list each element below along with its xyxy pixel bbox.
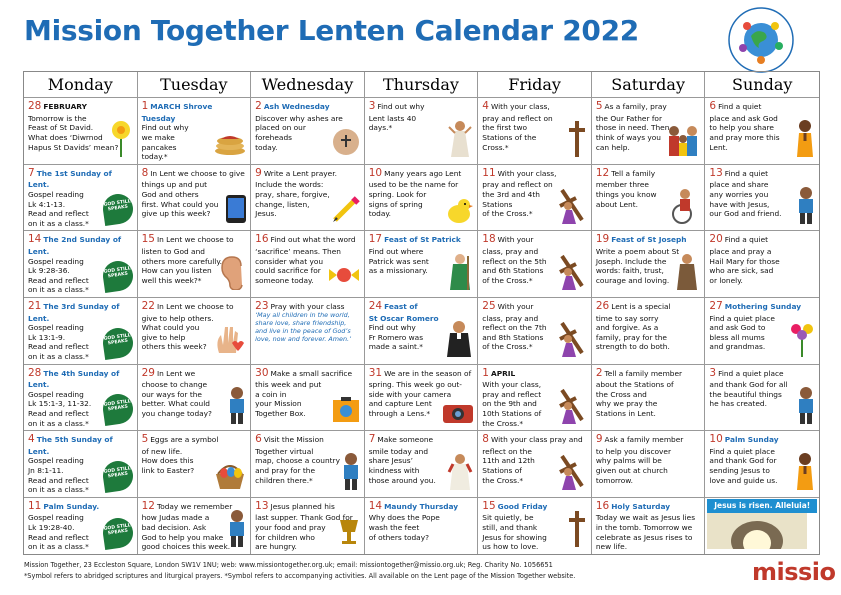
day-text [28, 233, 134, 295]
day-activity: With your class pray and reflect on the 11th and 12th Stations of the Cross.* [482, 435, 583, 485]
calendar-day-cell [705, 365, 819, 432]
day-activity: Jesus planned his last supper. Thank God for your food and pray for children who are hungry. [255, 501, 353, 552]
calendar-day-cell [138, 231, 252, 298]
calendar-day-cell [251, 165, 365, 232]
day-heading: FEBRUARY [43, 102, 87, 111]
day-number: 13 [709, 166, 723, 179]
day-header-wednesday: Wednesday [251, 72, 365, 98]
day-activity: Today we remember how Judas made a bad decision. Ask God to help you make good choices this week. [141, 501, 233, 552]
day-number: 2 [595, 366, 603, 379]
day-text [369, 300, 475, 352]
day-text [255, 233, 361, 285]
calendar-day-cell [251, 298, 365, 365]
day-activity: Find out where Patrick was sent as a missionary. [368, 246, 429, 276]
day-text [482, 433, 588, 485]
calendar-day-cell [592, 498, 706, 554]
day-heading: Ash Wednesday [263, 102, 330, 111]
day-text [482, 500, 588, 552]
page-title: Mission Together Lenten Calendar 2022 [24, 14, 639, 47]
day-text [255, 500, 361, 552]
calendar-day-cell [138, 165, 252, 232]
day-number: 1 [482, 366, 489, 379]
day-number: 12 [141, 499, 155, 512]
day-activity: Eggs are a symbol of new life. How does this link to Easter? [141, 435, 219, 476]
day-text [482, 300, 588, 352]
day-number: 28 [28, 366, 42, 379]
calendar-day-cell [24, 365, 138, 432]
day-activity: Lent is a special time to say sorry and forgive. As a family, pray for the strength to do both. [595, 301, 671, 352]
day-activity: Visit the Mission Together virtual map, choose a country and pray for the children there.* [255, 435, 340, 485]
day-heading: Mothering Sunday [724, 301, 802, 311]
calendar-day-cell [478, 431, 592, 498]
day-activity: As a family, pray the Our Father for those in need. Then think of ways you can help. [595, 102, 670, 152]
day-activity: Tell a family member about the Stations of the Cross and why we pray the Stations in Lent. [595, 368, 683, 419]
day-heading: Palm Sunday [724, 435, 779, 445]
footer-note: *Symbol refers to abridged scriptures and liturgical prayers. *Symbol refers to accompanying activities. All available on the Lent page of the Mission Together website. [24, 572, 576, 580]
day-text [255, 167, 361, 219]
day-text [255, 367, 361, 419]
day-text [369, 367, 475, 419]
day-activity: In Lent we choose to listen to God and others more carefully. How can you listen well this week?* [141, 235, 234, 285]
day-activity: Find a quiet place and ask God to help you share and pray more this Lent. [709, 102, 780, 152]
day-text [596, 100, 702, 152]
calendar-day-cell [251, 498, 365, 554]
calendar-day-cell [478, 298, 592, 365]
calendar-day-cell [705, 165, 819, 232]
day-number: 11 [28, 499, 42, 512]
calendar-day-cell [705, 231, 819, 298]
day-text [482, 367, 588, 429]
day-text [142, 367, 248, 419]
calendar-day-cell [478, 231, 592, 298]
calendar-day-cell [592, 431, 706, 498]
day-number: 9 [595, 433, 603, 446]
missio-brand: missio [752, 558, 836, 586]
day-heading: Holy Saturday [611, 501, 671, 511]
day-text [596, 300, 702, 352]
day-activity: Why does the Pope wash the feet of others today? [368, 513, 440, 542]
calendar-day-cell [24, 431, 138, 498]
day-activity: Gospel reading Lk 15:1-3, 11-32. Read and reflect on it as a class.* [28, 389, 92, 428]
day-heading: The 2nd Sunday of Lent. [28, 235, 122, 256]
day-text [709, 300, 816, 352]
day-activity: In Lent we choose to change our ways for the better. What could you change today? [141, 368, 212, 419]
mission-together-logo [727, 6, 795, 74]
day-text [28, 433, 134, 495]
day-heading: Palm Sunday. [43, 501, 100, 511]
day-activity: Tomorrow is the Feast of St David. What does ‘Diwrnod Hapus St Davids’ mean? [28, 113, 119, 152]
day-number: 14 [28, 233, 42, 246]
calendar-day-cell [705, 431, 819, 498]
day-number: 6 [709, 100, 717, 112]
day-number: 11 [482, 166, 496, 179]
day-number: 30 [255, 366, 269, 379]
calendar-day-cell [365, 231, 479, 298]
calendar-day-cell [138, 365, 252, 432]
day-text [142, 500, 248, 552]
day-header-monday: Monday [24, 72, 138, 98]
calendar-day-cell [365, 165, 479, 232]
calendar-day-cell [365, 365, 479, 432]
day-number: 18 [482, 233, 496, 246]
day-text [255, 100, 361, 152]
day-number: 5 [595, 100, 603, 112]
calendar-day-cell [705, 298, 819, 365]
calendar-day-cell [251, 98, 365, 165]
day-number: 15 [482, 499, 496, 512]
day-number: 5 [141, 433, 149, 446]
day-number: 23 [255, 299, 269, 312]
day-activity: Find a quiet place and thank God for sending Jesus to love and guide us. [709, 446, 778, 485]
day-header-friday: Friday [478, 72, 592, 98]
calendar-day-cell [592, 365, 706, 432]
calendar-day-cell [592, 98, 706, 165]
day-activity: Pray with your class [270, 301, 345, 311]
day-activity: With your class, pray and reflect on the 7th and 8th Stations of the Cross.* [482, 301, 547, 352]
day-number: 26 [595, 299, 610, 312]
day-activity: Today we wait as Jesus lies in the tomb. Tomorrow we celebrate as Jesus rises to new life. [595, 513, 696, 552]
day-heading: Feast of St Patrick [384, 235, 461, 245]
calendar-day-cell [24, 298, 138, 365]
calendar-day-cell [592, 231, 706, 298]
day-text [596, 500, 702, 552]
day-number: 13 [255, 499, 269, 512]
day-heading: Maundy Thursday [384, 501, 459, 511]
day-activity: Gospel reading Lk 13:1-9. Read and reflect on it as a class.* [28, 323, 89, 362]
day-number: 14 [368, 499, 383, 512]
day-number: 3 [709, 366, 717, 379]
calendar-day-cell [138, 431, 252, 498]
god-speaks-icon: GOD STILL SPEAKS [101, 192, 135, 226]
day-activity: Write a poem about St Joseph. Include the words: faith, trust, courage and loving. [595, 246, 680, 285]
easter-banner: Jesus is risen. Alleluia! [707, 499, 817, 513]
day-text [369, 233, 475, 276]
day-text [709, 100, 816, 152]
day-text [142, 233, 248, 285]
day-activity: In Lent we choose to give to help others. What could you give to help others this week? [141, 301, 234, 352]
day-number: 27 [709, 299, 723, 312]
day-activity: Sit quietly, be still, and thank Jesus for showing us how to love. [482, 513, 547, 552]
calendar-day-cell [138, 498, 252, 554]
day-activity: Tell a family member three things you know about Lent. [595, 168, 657, 209]
day-text [369, 500, 475, 543]
day-activity: Find a quiet place and share any worries you have with Jesus, our God and friend. [709, 168, 782, 219]
day-activity: Write a Lent prayer. Include the words: pray, share, forgive, change, listen, Jesus. [255, 168, 337, 219]
day-activity: With your class, pray and reflect on the 5th and 6th Stations of the Cross.* [482, 235, 547, 285]
day-text [596, 367, 702, 419]
day-text [28, 167, 134, 229]
god-speaks-icon: GOD STILL SPEAKS [101, 516, 135, 550]
day-number: 8 [482, 433, 489, 446]
calendar-day-cell [478, 498, 592, 554]
day-activity: Find a quiet place and ask God to bless all mums and grandmas. [709, 313, 775, 352]
calendar-day-cell [138, 98, 252, 165]
day-activity: Make a small sacrifice this week and put a coin in your Mission Together Box. [255, 368, 353, 419]
day-number: 24 [368, 299, 383, 312]
day-activity: With your class, pray and reflect on the 9th and 10th Stations of the Cross.* [482, 380, 542, 428]
day-activity: Find out why Lent lasts 40 days.* [368, 102, 425, 133]
day-activity: Gospel reading Jn 8:1-11. Read and reflect on it as a class.* [28, 456, 89, 495]
day-number: 1 [141, 100, 149, 112]
day-heading: The 3rd Sunday of Lent. [28, 301, 120, 323]
day-text [709, 167, 816, 219]
day-text [28, 500, 134, 552]
day-number: 29 [141, 366, 155, 379]
calendar-day-cell [478, 365, 592, 432]
day-number: 16 [595, 499, 610, 512]
day-activity: Gospel reading Lk 9:28-36. Read and reflect on it as a class.* [28, 256, 89, 295]
day-activity: In Lent we choose to give things up and put God and others first. What could you give up this week? [141, 168, 245, 219]
day-activity: Gospel reading Lk 4:1-13. Read and reflect on it as a class.* [28, 189, 89, 228]
god-speaks-icon: GOD STILL SPEAKS [101, 392, 135, 426]
day-text [482, 100, 588, 152]
day-text [28, 100, 134, 152]
calendar-day-cell [592, 165, 706, 232]
day-heading: The 4th Sunday of Lent. [28, 368, 120, 390]
god-speaks-icon: GOD STILL SPEAKS [101, 326, 135, 360]
day-text [709, 433, 816, 485]
day-text [369, 100, 475, 133]
day-heading: APRIL [490, 368, 516, 378]
day-activity: Many years ago Lent used to be the name for spring. Look for signs of spring today. [368, 168, 462, 219]
day-number: 3 [368, 100, 376, 112]
calendar-day-cell [592, 298, 706, 365]
day-text [369, 433, 475, 485]
calendar-day-cell [705, 98, 819, 165]
footer-address: Mission Together, 23 Eccleston Square, London SW1V 1NU; web: www.missiontogether.org.uk; email: missiontogether@missio.org.uk; Reg. Charity No. 1056651 [24, 561, 553, 569]
day-activity: Ask a family member to help you discover why palms will be given out at church tomorrow. [595, 435, 684, 485]
day-text [596, 233, 702, 285]
day-activity: Find a quiet place and thank God for all the beautiful things he has created. [709, 368, 788, 409]
day-header-sunday: Sunday [705, 72, 819, 98]
day-text [142, 167, 248, 219]
day-heading: The 5th Sunday of Lent. [28, 435, 113, 456]
day-text [482, 233, 588, 285]
day-number: 10 [709, 433, 723, 446]
day-activity: With your class, pray and reflect on the 3rd and 4th Stations of the Cross.* [482, 168, 557, 219]
day-text [709, 367, 816, 410]
day-heading: Good Friday [497, 501, 548, 511]
day-text [369, 167, 475, 219]
calendar-grid [23, 71, 820, 555]
day-text [596, 167, 702, 210]
day-number: 2 [255, 100, 262, 112]
day-heading: MARCH Shrove Tuesday [141, 102, 213, 123]
calendar-day-cell [24, 165, 138, 232]
calendar-day-cell [251, 231, 365, 298]
calendar-day-cell [365, 431, 479, 498]
day-number: 4 [482, 100, 489, 112]
day-number: 15 [141, 233, 155, 246]
calendar-day-cell [24, 498, 138, 554]
god-speaks-icon: GOD STILL SPEAKS [101, 259, 135, 293]
day-heading: The 1st Sunday of Lent. [28, 168, 112, 190]
day-number: 21 [28, 299, 42, 312]
calendar-day-cell [705, 498, 819, 554]
day-activity: Discover why ashes are placed on our foreheads today. [255, 113, 343, 152]
calendar-day-cell [365, 298, 479, 365]
day-text [28, 367, 134, 429]
day-activity: Find out what the word ‘sacrifice’ means. Then consider what you could sacrifice for someone today. [255, 235, 356, 285]
day-number: 7 [28, 166, 35, 179]
day-number: 7 [368, 433, 376, 446]
day-activity: Gospel reading Lk 19:28-40. Read and reflect on it as a class.* [28, 513, 89, 552]
god-speaks-icon: GOD STILL SPEAKS [101, 459, 135, 493]
class-prayer-quote: ‘May all children in the world, share love, share friendship, and live in the peace of God’s love, now and forever. Amen.’ [255, 310, 352, 344]
day-number: 10 [368, 166, 383, 179]
day-activity: We are in the season of spring. This week go out- side with your camera and capture Lent through a Lens.* [368, 368, 472, 419]
day-number: 22 [141, 299, 155, 312]
day-number: 9 [255, 166, 262, 179]
tomb-icon [707, 509, 817, 552]
calendar-day-cell [251, 365, 365, 432]
day-number: 16 [255, 233, 269, 246]
calendar-day-cell [478, 165, 592, 232]
day-number: 31 [368, 366, 383, 379]
day-number: 4 [28, 433, 35, 446]
day-activity: With your class, pray and reflect on the first two Stations of the Cross.* [482, 102, 553, 152]
day-text [482, 167, 588, 219]
calendar-day-cell [251, 431, 365, 498]
day-number: 20 [709, 233, 723, 246]
day-number: 19 [595, 233, 610, 246]
calendar-day-cell [24, 231, 138, 298]
day-heading: Feast of St Oscar Romero [368, 301, 439, 323]
day-number: 17 [368, 233, 383, 246]
day-text [596, 433, 702, 485]
day-text [709, 233, 816, 285]
calendar-day-cell [365, 98, 479, 165]
day-number: 8 [141, 166, 149, 179]
day-activity: Find out why Fr Romero was made a saint.* [368, 323, 424, 352]
day-number: 12 [595, 166, 610, 179]
calendar-day-cell [365, 498, 479, 554]
calendar-day-cell [478, 98, 592, 165]
day-activity: Find a quiet place and pray a Hail Mary for those who are sick, sad or lonely. [709, 235, 780, 285]
day-text [28, 300, 134, 362]
day-activity: Make someone smile today and share Jesus’ kindness with those around you. [368, 435, 436, 485]
day-number: 6 [255, 433, 262, 446]
day-text [142, 300, 248, 352]
day-number: 25 [482, 299, 496, 312]
day-header-tuesday: Tuesday [138, 72, 252, 98]
day-header-saturday: Saturday [592, 72, 706, 98]
day-text [142, 433, 248, 476]
calendar-day-cell [138, 298, 252, 365]
day-header-thursday: Thursday [365, 72, 479, 98]
day-text [255, 433, 361, 485]
day-activity: Find out why we make pancakes today.* [141, 123, 189, 162]
calendar-day-cell [24, 98, 138, 165]
day-heading: Feast of St Joseph [611, 235, 687, 245]
day-number: 28 [28, 100, 42, 112]
day-text [142, 100, 248, 162]
day-text [255, 300, 361, 314]
